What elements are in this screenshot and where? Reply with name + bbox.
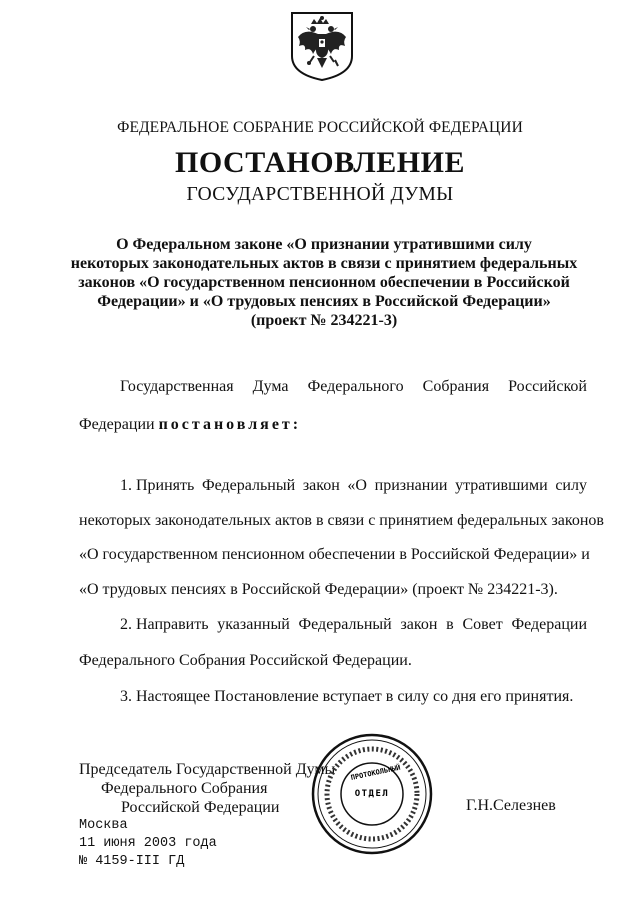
item-1-line-3: «О государственном пенсионном обеспечении в Российской Федерации» и [79, 546, 590, 563]
heading-line: О Федеральном законе «О признании утратившими силу [116, 236, 532, 253]
document-subtitle: ГОСУДАРСТВЕННОЙ ДУМЫ [186, 184, 454, 205]
item-word: Федеральный [298, 616, 392, 633]
item-word: в [446, 616, 454, 633]
heading-line: законов «О государственном пенсионном обеспечении в Российской [78, 274, 570, 291]
signatory-name: Г.Н.Селезнев [466, 797, 556, 814]
document-title: ПОСТАНОВЛЕНИЕ [175, 146, 465, 179]
item-word: указанный [217, 616, 290, 633]
item-word: признании [374, 477, 448, 494]
item-2-line-2: Федерального Собрания Российской Федерации. [79, 652, 412, 669]
item-1-line-1 [120, 477, 587, 495]
intro-word: Федерального [307, 378, 404, 395]
item-word: закон [400, 616, 438, 633]
signatory-position-line-3: Российской Федерации [121, 799, 280, 816]
footer-city: Москва [79, 818, 128, 833]
item-3-line-1: 3. Настоящее Постановление вступает в силу со дня его принятия. [120, 688, 574, 705]
intro-line-2 [79, 416, 301, 434]
heading-line: некоторых законодательных актов в связи с принятием федеральных [70, 255, 578, 272]
item-word: Федерации [511, 616, 587, 633]
item-1-line-4: «О трудовых пенсиях в Российской Федерации» (проект № 234221-3). [79, 581, 558, 598]
item-word: 2. Направить [120, 616, 209, 633]
signatory-position-line-1: Председатель Государственной Думы [79, 761, 336, 778]
heading-line: Федерации» и «О трудовых пенсиях в Российской Федерации» [97, 293, 551, 310]
coat-of-arms-emblem [289, 10, 355, 82]
organization-name: ФЕДЕРАЛЬНОЕ СОБРАНИЕ РОССИЙСКОЙ ФЕДЕРАЦИИ [117, 119, 523, 136]
item-word: закон [302, 477, 340, 494]
item-word: 1. Принять [120, 477, 195, 494]
item-word: силу [555, 477, 587, 494]
item-word: Федеральный [201, 477, 296, 494]
item-word: Совет [462, 616, 503, 633]
document-heading [60, 235, 588, 330]
stamp-arc-text: ПРОТОКОЛЬНЫЙ [350, 763, 402, 782]
footer-number: № 4159-III ГД [79, 854, 185, 869]
intro-word: Дума [252, 378, 289, 395]
intro-line-1 [120, 378, 587, 396]
intro-verb: постановляет: [158, 416, 302, 433]
intro-text: Федерации [79, 416, 155, 433]
item-word: «О [347, 477, 367, 494]
intro-word: Российской [508, 378, 587, 395]
signatory-position-line-2: Федерального Собрания [101, 780, 268, 797]
footer-date: 11 июня 2003 года [79, 836, 217, 851]
stamp-center-text: ОТДЕЛ [354, 789, 390, 799]
intro-word: Государственная [120, 378, 234, 395]
item-word: утратившими [455, 477, 548, 494]
official-stamp [310, 732, 434, 856]
item-2-line-1 [120, 616, 587, 634]
intro-word: Собрания [422, 378, 490, 395]
item-1-line-2: некоторых законодательных актов в связи с принятием федеральных законов [79, 512, 604, 529]
heading-line: (проект № 234221-3) [250, 312, 398, 329]
